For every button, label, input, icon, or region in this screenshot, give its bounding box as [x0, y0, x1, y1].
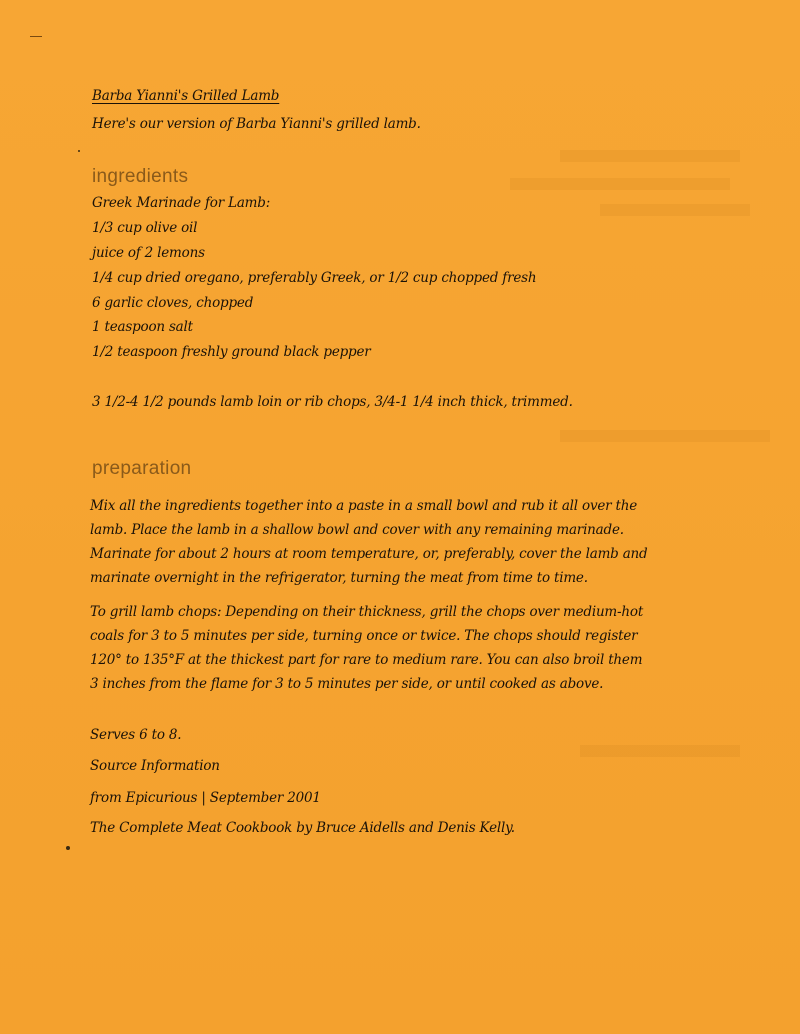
preparation-step: Mix all the ingredients together into a paste in a small bowl and rub it all over the lamb. Place the lamb in a shallow bowl and cover with any remaining marinade. Marinate for about 2 hours at room temperature, or, preferably, cover the lamb and marinate overnight in the refrigerator, turning the meat from time to time.	[90, 498, 648, 586]
paper-speck	[66, 846, 70, 850]
recipe-intro: Here's our version of Barba Yianni's grilled lamb.	[92, 116, 421, 132]
show-through-mark	[580, 745, 740, 757]
ingredient-item: 1 teaspoon salt	[92, 319, 193, 335]
ingredients-heading: ingredients	[92, 166, 189, 187]
source-heading: Source Information	[90, 758, 220, 774]
ingredient-item: 1/2 teaspoon freshly ground black pepper	[92, 344, 371, 360]
cookbook-credit: The Complete Meat Cookbook by Bruce Aidells and Denis Kelly.	[90, 820, 515, 836]
show-through-mark	[510, 178, 730, 190]
ingredient-item: 1/3 cup olive oil	[92, 220, 198, 236]
preparation-heading: preparation	[92, 458, 192, 479]
paper-speck	[30, 36, 42, 37]
marinade-subheading: Greek Marinade for Lamb:	[92, 195, 271, 211]
source-line: from Epicurious | September 2001	[90, 790, 321, 806]
show-through-mark	[560, 150, 740, 162]
recipe-title: Barba Yianni's Grilled Lamb	[92, 88, 280, 104]
ingredient-item: juice of 2 lemons	[92, 245, 205, 261]
paper-speck	[78, 150, 80, 152]
show-through-mark	[560, 430, 770, 442]
ingredient-item: 6 garlic cloves, chopped	[92, 295, 254, 311]
preparation-step: To grill lamb chops: Depending on their thickness, grill the chops over medium-hot coals for 3 to 5 minutes per side, turning once or twice. The chops should register 120° to 135°F at the thickest part for rare to medium rare. You can also broil them 3 inches from the flame for 3 to 5 minutes per side, or until cooked as above.	[90, 604, 644, 692]
main-ingredient: 3 1/2-4 1/2 pounds lamb loin or rib chops, 3/4-1 1/4 inch thick, trimmed.	[92, 394, 573, 410]
serves-text: Serves 6 to 8.	[90, 727, 182, 743]
show-through-mark	[600, 204, 750, 216]
ingredient-item: 1/4 cup dried oregano, preferably Greek, or 1/2 cup chopped fresh	[92, 270, 537, 286]
